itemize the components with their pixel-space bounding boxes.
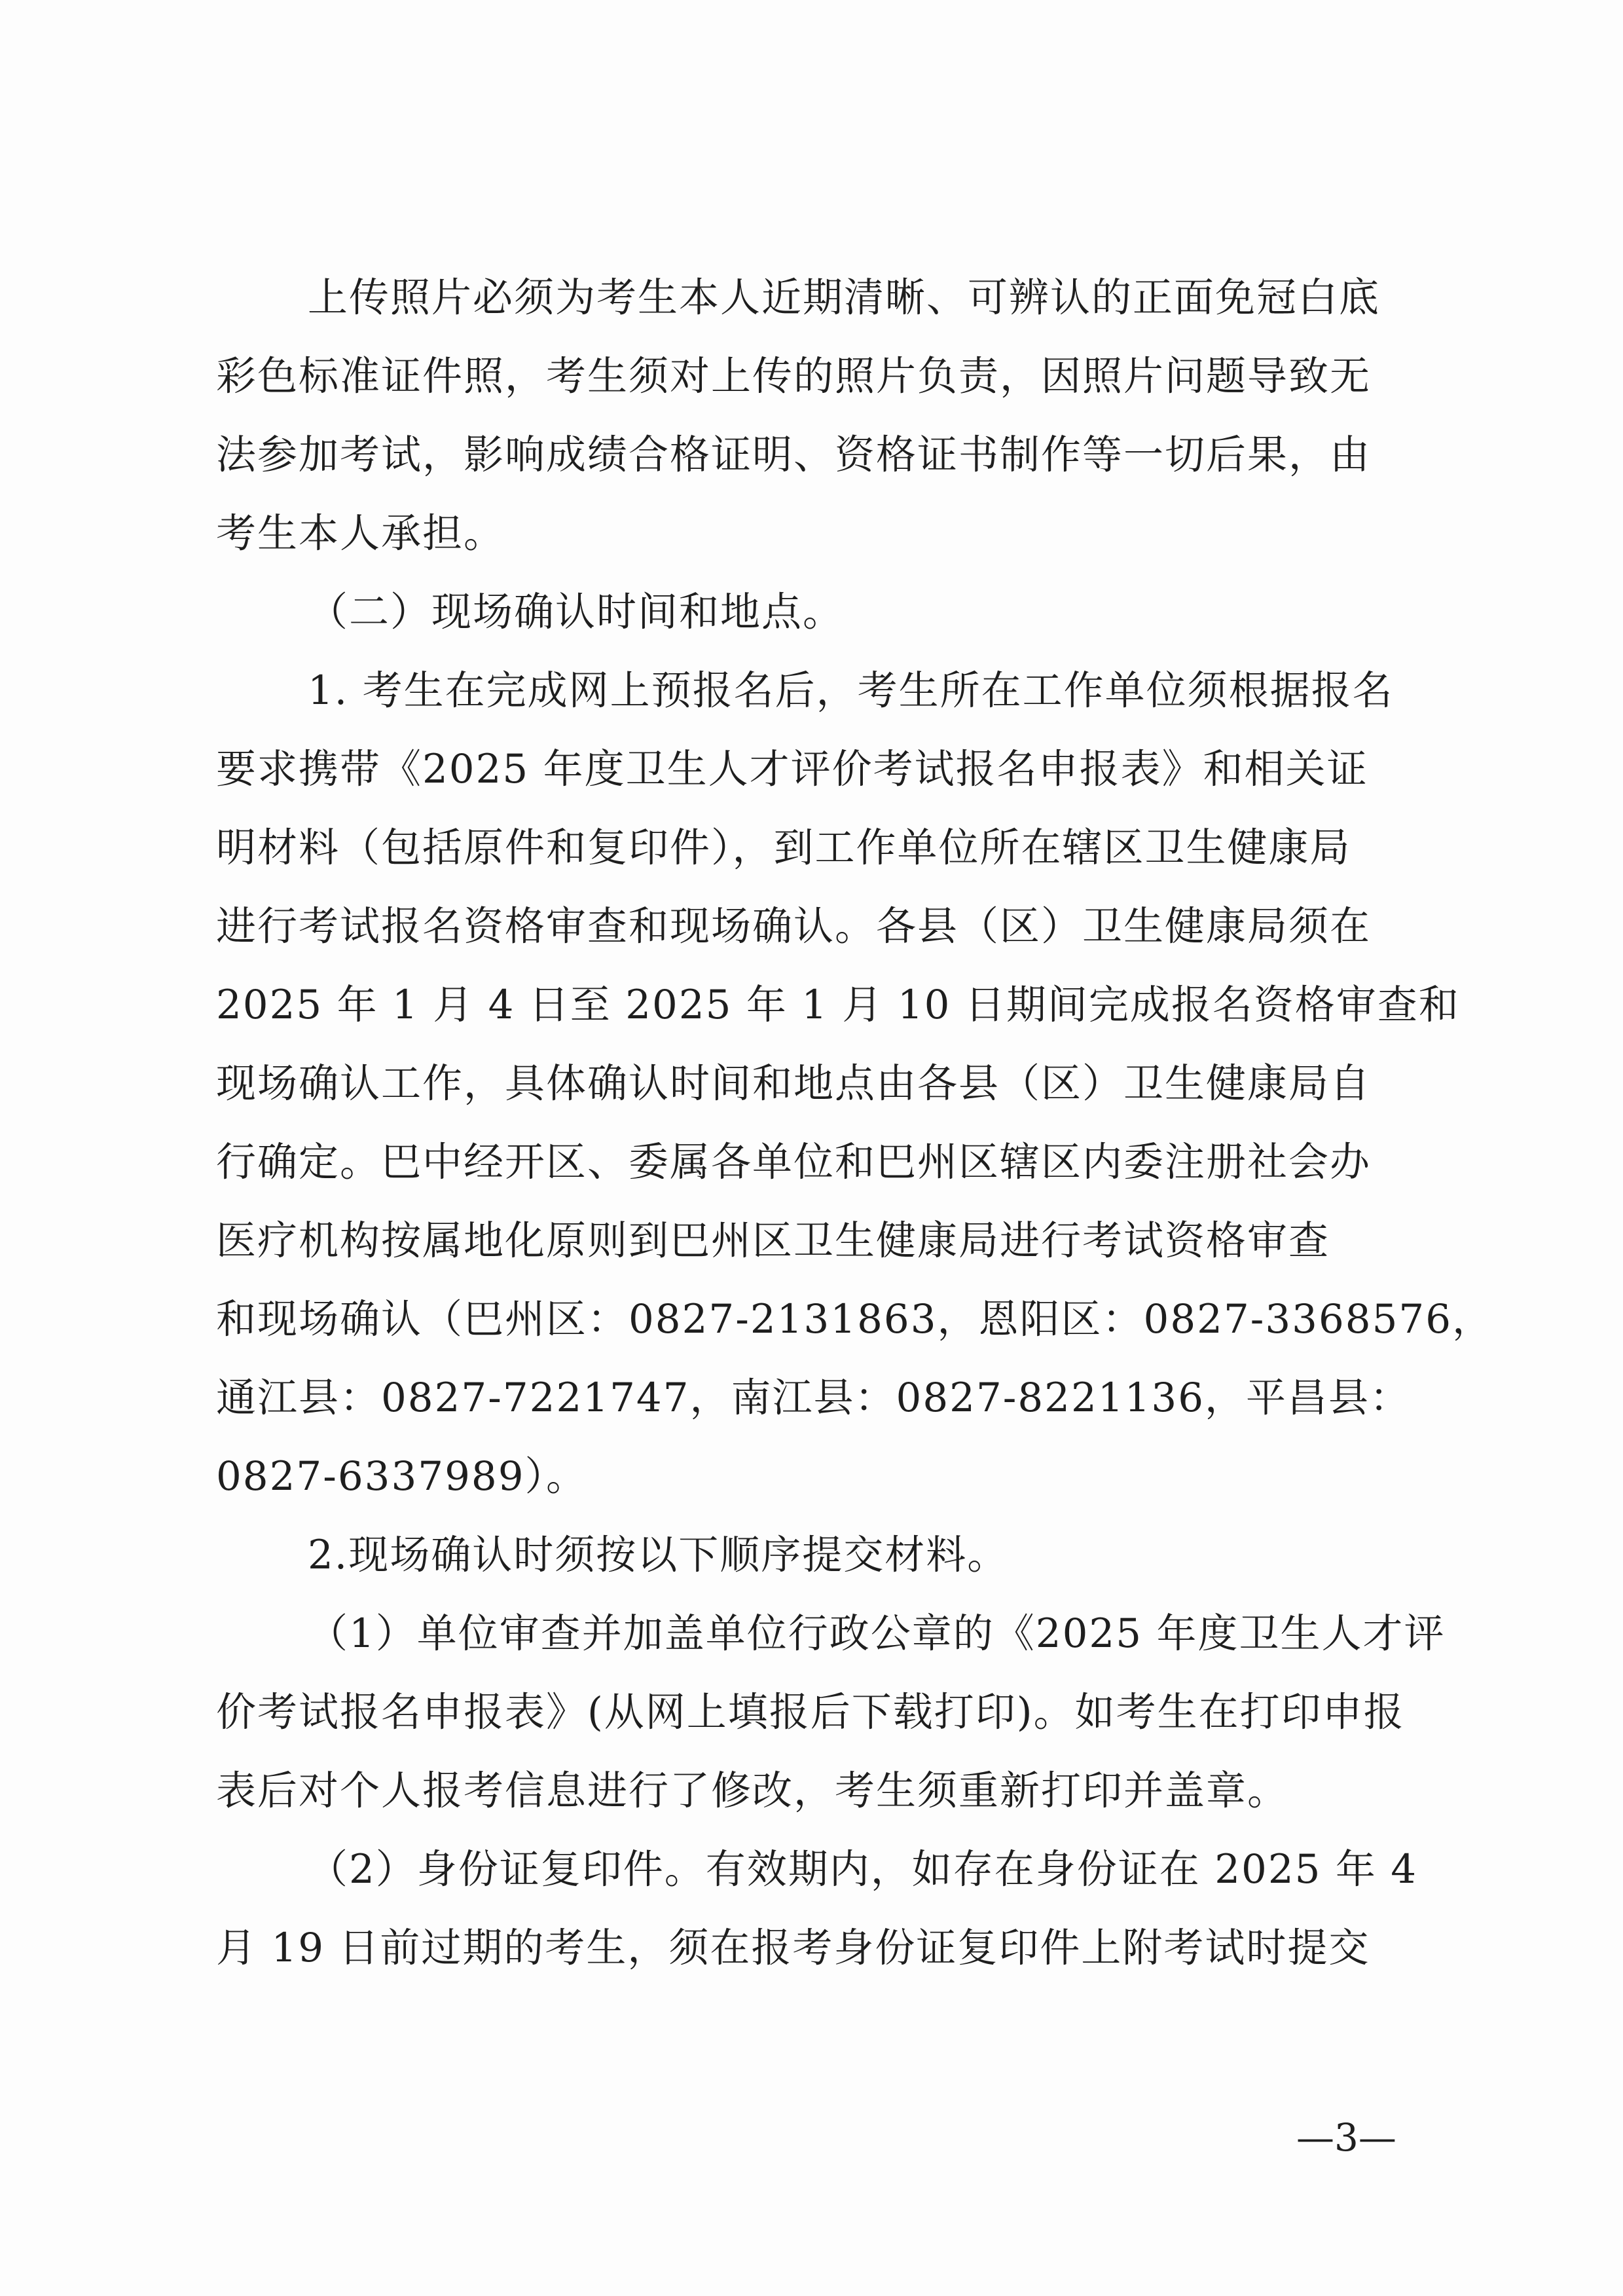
text-line: 法参加考试，影响成绩合格证明、资格证书制作等一切后果，由 (216, 432, 1372, 478)
section-heading: （二）现场确认时间和地点。 (308, 589, 845, 635)
text-line: 价考试报名申报表》(从网上填报后下载打印)。如考生在打印申报 (216, 1689, 1405, 1735)
text-line: 2025 年 1 月 4 日至 2025 年 1 月 10 日期间完成报名资格审查和 (216, 982, 1460, 1028)
text-line: 月 19 日前过期的考生，须在报考身份证复印件上附考试时提交 (216, 1925, 1370, 1971)
text-line: 通江县：0827-7221747，南江县：0827-8221136，平昌县： (216, 1375, 1412, 1421)
text-line: 进行考试报名资格审查和现场确认。各县（区）卫生健康局须在 (216, 903, 1372, 950)
text-line: （2）身份证复印件。有效期内，如存在身份证在 2025 年 4 (308, 1846, 1418, 1893)
text-line: 1. 考生在完成网上预报名后，考生所在工作单位须根据报名 (308, 667, 1394, 714)
text-line: 和现场确认（巴州区：0827-2131863，恩阳区：0827-3368576， (216, 1296, 1494, 1342)
text-line: 明材料（包括原件和复印件），到工作单位所在辖区卫生健康局 (216, 824, 1351, 871)
page-number: —3— (1296, 2115, 1396, 2160)
text-line: 上传照片必须为考生本人近期清晰、可辨认的正面免冠白底 (308, 274, 1381, 321)
text-line: 2.现场确认时须按以下顺序提交材料。 (308, 1532, 1009, 1578)
text-line: 考生本人承担。 (216, 510, 505, 557)
text-line: 表后对个人报考信息进行了修改，考生须重新打印并盖章。 (216, 1768, 1289, 1814)
text-line: 医疗机构按属地化原则到巴州区卫生健康局进行考试资格审查 (216, 1217, 1330, 1264)
text-line: 彩色标准证件照，考生须对上传的照片负责，因照片问题导致无 (216, 353, 1372, 399)
text-line: 0827-6337989）。 (216, 1453, 588, 1500)
text-line: （1）单位审查并加盖单位行政公章的《2025 年度卫生人才评 (308, 1610, 1446, 1657)
text-line: 现场确认工作，具体确认时间和地点由各县（区）卫生健康局自 (216, 1060, 1372, 1107)
text-line: 行确定。巴中经开区、委属各单位和巴州区辖区内委注册社会办 (216, 1139, 1372, 1185)
text-line: 要求携带《2025 年度卫生人才评价考试报名申报表》和相关证 (216, 746, 1368, 792)
